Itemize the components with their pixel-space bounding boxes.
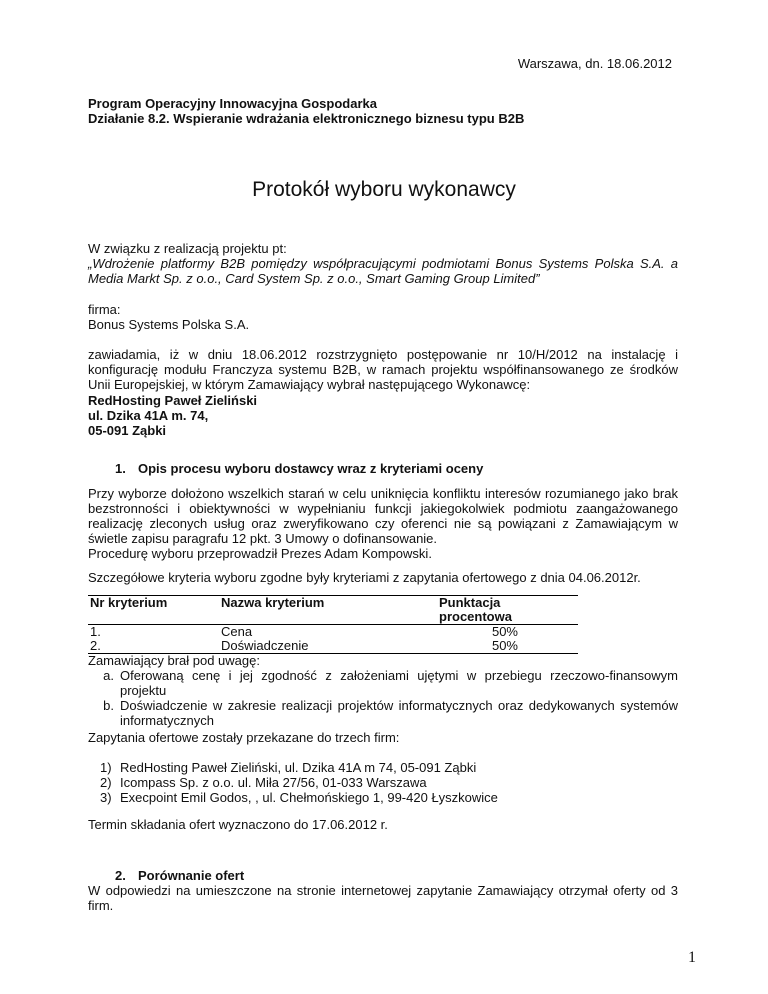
intro-lead: W związku z realizacją projektu pt: xyxy=(88,241,287,256)
list-item-label: 1) xyxy=(100,760,112,775)
section-1-paragraph: Przy wyborze dołożono wszelkich starań w celu uniknięcia konfliktu interesów rozumianego jako brak bezstronności i obiektywności w wypełnianiu funkcji jakiegokolwiek podmiotu zaangażowanego realizację zleconych usług oraz zweryfikowano czy oferenci nie są powiązani z Zamawiającym w świetle zapisu paragrafu 12 pkt. 3 Umowy o dofinansowanie. xyxy=(88,486,678,546)
list-item-text: Execpoint Emil Godos, , ul. Chełmońskiego 1, 99-420 Łyszkowice xyxy=(120,790,498,805)
criteria-header-score: Punktacja procentowa xyxy=(437,596,578,625)
firm-label: firma: xyxy=(88,302,121,317)
notice-line-2: konfigurację modułu Franczyza systemu B2B, w ramach projektu współfinansowanego ze środków xyxy=(88,362,678,377)
criteria-number: 2. xyxy=(88,639,219,654)
section-2-number: 2. xyxy=(115,868,126,883)
section-2-title: Porównanie ofert xyxy=(138,868,245,883)
criteria-name: Cena xyxy=(221,624,253,639)
criteria-header-name: Nazwa kryterium xyxy=(219,596,437,625)
program-line-2: Działanie 8.2. Wspieranie wdrażania elektronicznego biznesu typu B2B xyxy=(88,111,525,126)
section-1-title: Opis procesu wyboru dostawcy wraz z kryteriami oceny xyxy=(138,461,484,476)
considerations-list xyxy=(88,668,678,728)
list-item-label: b. xyxy=(103,698,114,713)
list-item-text: Icompass Sp. z o.o. ul. Miła 27/56, 01-033 Warszawa xyxy=(120,775,427,790)
date-line: Warszawa, dn. 18.06.2012 xyxy=(517,56,672,71)
section-1-number: 1. xyxy=(115,461,126,476)
section-2-heading xyxy=(115,868,244,883)
inquiries-list xyxy=(100,760,498,805)
contractor-city: 05-091 Ząbki xyxy=(88,423,167,438)
program-header xyxy=(88,96,524,126)
firm-name: Bonus Systems Polska S.A. xyxy=(88,317,250,332)
section-1-procedure: Procedurę wyboru przeprowadził Prezes Adam Kompowski. xyxy=(88,546,432,561)
contractor-name: RedHosting Paweł Zieliński xyxy=(88,393,258,408)
list-item-label: 3) xyxy=(100,790,112,805)
criteria-table xyxy=(88,595,578,654)
table-row xyxy=(88,625,578,640)
document-title: Protokół wyboru wykonawcy xyxy=(252,178,516,201)
list-item xyxy=(88,668,678,698)
criteria-header-number: Nr kryterium xyxy=(88,596,219,625)
criteria-intro: Szczegółowe kryteria wyboru zgodne były kryteriami z zapytania ofertowego z dnia 04.06.2012r. xyxy=(88,570,641,585)
list-item-text: Oferowaną cenę i jej zgodność z założeniami ujętymi w przebiegu rzeczowo-finansowym projektu xyxy=(120,668,678,698)
list-item-text: Doświadczenie w zakresie realizacji projektów informatycznych oraz dedykowanych systemów informatycznych xyxy=(120,698,678,728)
project-title-line-2: Media Markt Sp. z o.o., Card System Sp. z o.o., Smart Gaming Group Limited” xyxy=(88,271,540,286)
project-title-line-1: „Wdrożenie platformy B2B pomiędzy współpracującymi podmiotami Bonus Systems Polska S.A. a xyxy=(88,256,678,271)
contractor-street: ul. Dzika 41A m. 74, xyxy=(88,408,209,423)
list-item-text: RedHosting Paweł Zieliński, ul. Dzika 41A m 74, 05-091 Ząbki xyxy=(120,760,477,775)
list-item xyxy=(100,760,498,775)
considerations-lead: Zamawiający brał pod uwagę: xyxy=(88,653,260,668)
list-item-label: 2) xyxy=(100,775,112,790)
table-row xyxy=(88,639,578,654)
page-number: 1 xyxy=(688,949,696,966)
criteria-name: Doświadczenie xyxy=(219,639,437,654)
criteria-score: 50% xyxy=(491,624,518,639)
criteria-number: 1. xyxy=(90,624,101,639)
criteria-header-row xyxy=(88,596,578,625)
notice-line-3: Unii Europejskiej, w którym Zamawiający wybrał następującego Wykonawcę: xyxy=(88,377,531,392)
intro-block xyxy=(88,241,678,286)
section-1-heading xyxy=(115,461,483,476)
section-1-body xyxy=(88,486,678,561)
criteria-score: 50% xyxy=(437,639,578,654)
notice-block xyxy=(88,347,678,392)
section-2-text: W odpowiedzi na umieszczone na stronie internetowej zapytanie Zamawiający otrzymał oferty od 3 firm. xyxy=(88,883,678,913)
program-line-1: Program Operacyjny Innowacyjna Gospodarka xyxy=(88,96,377,111)
list-item-label: a. xyxy=(103,668,114,683)
contractor-block xyxy=(88,393,678,438)
list-item xyxy=(100,790,498,805)
deadline-text: Termin składania ofert wyznaczono do 17.06.2012 r. xyxy=(88,817,388,832)
list-item xyxy=(88,698,678,728)
firm-block xyxy=(88,302,678,332)
list-item xyxy=(100,775,498,790)
notice-line-1: zawiadamia, iż w dniu 18.06.2012 rozstrzygnięto postępowanie nr 10/H/2012 na instalację i xyxy=(88,347,678,362)
inquiries-lead: Zapytania ofertowe zostały przekazane do trzech firm: xyxy=(88,730,400,745)
